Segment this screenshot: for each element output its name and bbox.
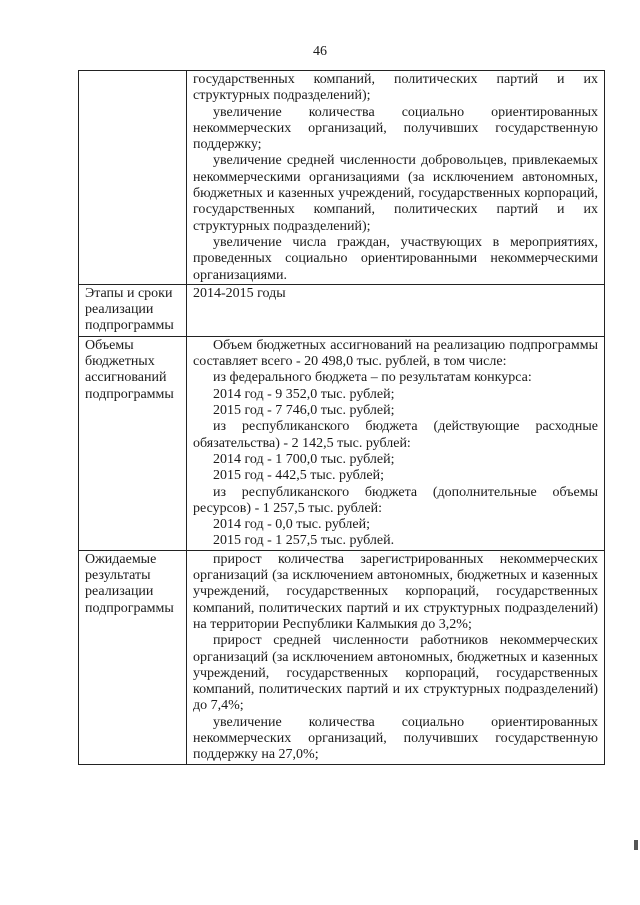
paragraph-participants: увеличение числа граждан, участвующих в мероприятиях, проведенных социально ориентированными некоммерческими организациями. xyxy=(193,234,598,283)
results-workers-growth: прирост средней численности работников некоммерческих организаций (за исключением автономных, бюджетных и казенных учреждений, государственных корпораций, государственных компаний, политических партий и их структурных подразделений) до 7,4%; xyxy=(193,633,598,714)
budget-additional-2015: 2015 год - 1 257,5 тыс. рублей. xyxy=(213,533,395,549)
budget-additional-title: из республиканского бюджета (дополнительные объемы ресурсов) - 1 257,5 тыс. рублей: xyxy=(193,484,598,516)
budget-intro: Объем бюджетных ассигнований на реализацию подпрограммы составляет всего - 20 498,0 тыс. рублей, в том числе: xyxy=(193,337,598,370)
label-stages-line: Этапы и сроки xyxy=(85,285,173,301)
budget-federal-title: из федерального бюджета – по результатам конкурса: xyxy=(213,370,532,386)
results-registered-nko: прирост количества зарегистрированных некоммерческих организаций (за исключением автономных, бюджетных и казенных учреждений, государственных корпораций, государственных компаний, политических партий и их структурных подразделений) на территории Республики Калмыкия до 3,2%; xyxy=(193,551,598,632)
label-cell-budget xyxy=(79,336,187,550)
label-results-line: Ожидаемые xyxy=(85,551,157,567)
budget-federal-2015: 2015 год - 7 746,0 тыс. рублей; xyxy=(213,403,395,419)
label-stages-line: реализации xyxy=(85,302,154,318)
scan-edge-mark xyxy=(634,840,638,850)
value-cell-results xyxy=(187,550,605,764)
stages-value: 2014-2015 годы xyxy=(193,285,286,301)
label-stages-line: подпрограммы xyxy=(85,318,174,334)
budget-republic-2014: 2014 год - 1 700,0 тыс. рублей; xyxy=(213,451,395,467)
label-cell-stages xyxy=(79,284,187,336)
budget-federal-2014: 2014 год - 9 352,0 тыс. рублей; xyxy=(213,386,395,402)
table-row-stages xyxy=(79,284,605,336)
paragraph-continued-end: государственных компаний, политических партий и их структурных подразделений); xyxy=(193,72,598,104)
label-cell-empty xyxy=(79,71,187,285)
table-row-results xyxy=(79,550,605,764)
subprogram-passport-table xyxy=(78,70,605,765)
budget-republic-title: из республиканского бюджета (действующие расходные обязательства) - 2 142,5 тыс. рублей: xyxy=(193,419,598,451)
label-budget-line: бюджетных xyxy=(85,354,155,370)
label-budget-line: Объемы xyxy=(85,337,134,353)
table-row-budget xyxy=(79,336,605,550)
value-cell-budget xyxy=(187,336,605,550)
label-results-line: реализации xyxy=(85,584,154,600)
label-budget-line: ассигнований xyxy=(85,370,167,386)
paragraph-supported-nko: увеличение количества социально ориентированных некоммерческих организаций, получивших государственную поддержку; xyxy=(193,104,598,153)
paragraph-volunteers: увеличение средней численности добровольцев, привлекаемых некоммерческими организациями (за исключением автономных, бюджетных и казенных учреждений, государственных корпораций, государственных компаний, политических партий и их структурных подразделений); xyxy=(193,153,598,234)
label-budget-line: подпрограммы xyxy=(85,386,174,402)
value-cell-continued xyxy=(187,71,605,285)
label-cell-results xyxy=(79,550,187,764)
label-results-line: подпрограммы xyxy=(85,600,174,616)
value-cell-stages xyxy=(187,284,605,336)
table-row-continued xyxy=(79,71,605,285)
label-results-line: результаты xyxy=(85,568,151,584)
budget-republic-2015: 2015 год - 442,5 тыс. рублей; xyxy=(213,468,385,484)
results-supported-nko: увеличение количества социально ориентированных некоммерческих организаций, получивших государственную поддержку на 27,0%; xyxy=(193,714,598,763)
budget-additional-2014: 2014 год - 0,0 тыс. рублей; xyxy=(213,517,371,533)
page-number: 46 xyxy=(313,44,327,59)
